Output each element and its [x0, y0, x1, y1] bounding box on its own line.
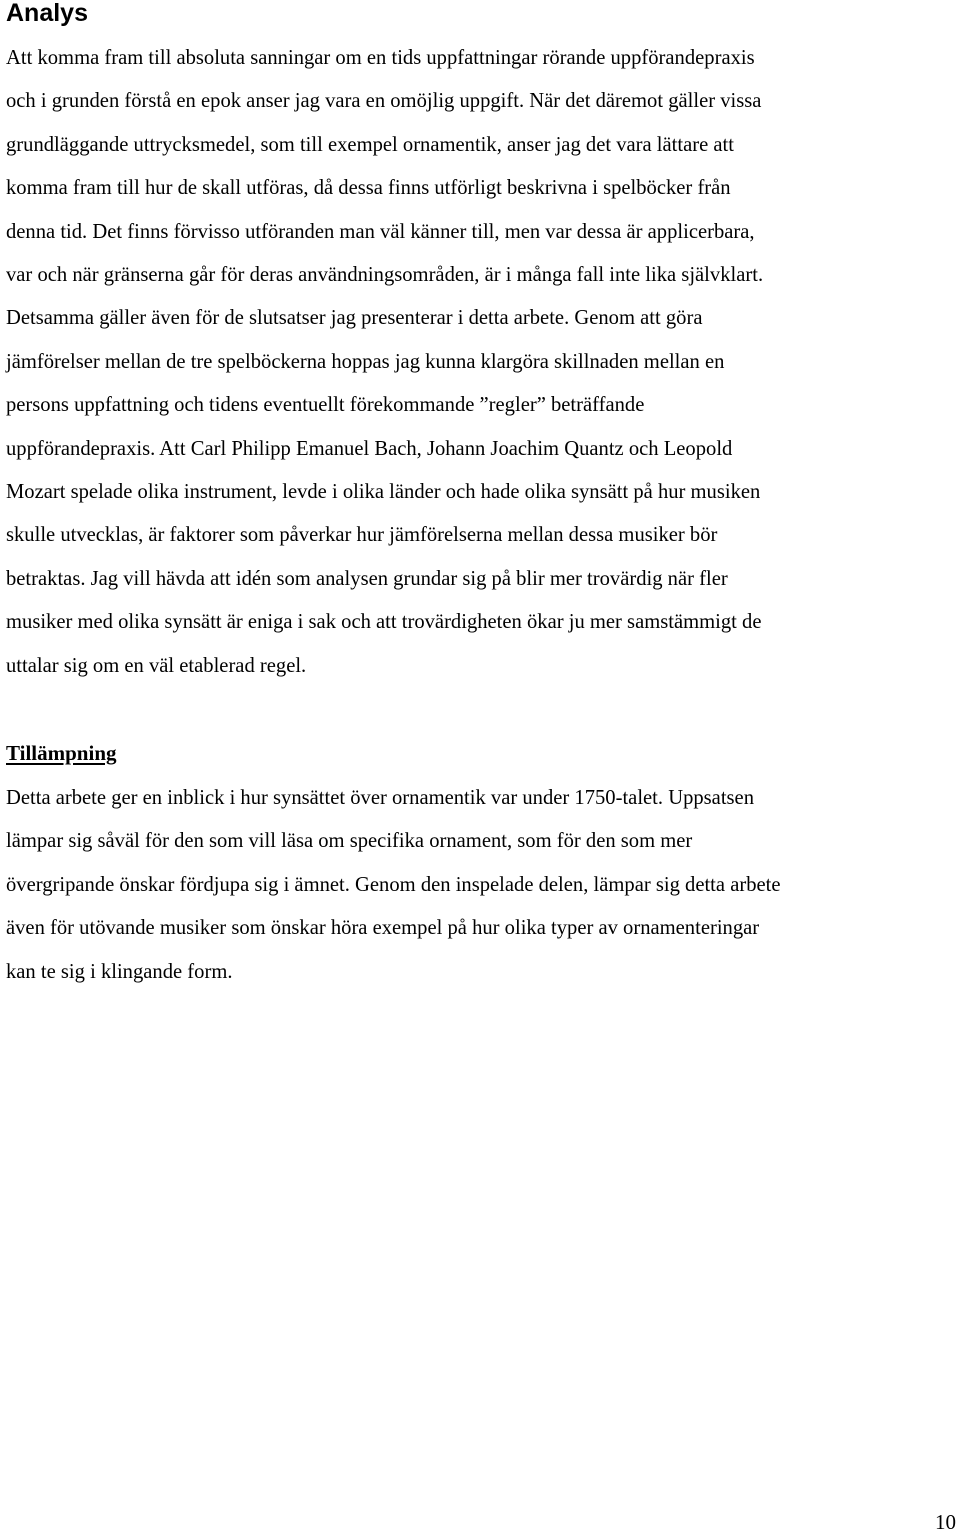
- text-line: Att komma fram till absoluta sanningar om en tids uppfattningar rörande uppförandepraxis: [6, 47, 755, 69]
- text-line: och i grunden förstå en epok anser jag vara en omöjlig uppgift. När det däremot gäller vissa: [6, 90, 762, 113]
- text-line: skulle utvecklas, är faktorer som påverkar hur jämförelserna mellan dessa musiker bör: [6, 524, 718, 547]
- text-line: kan te sig i klingande form.: [6, 960, 233, 983]
- text-line: denna tid. Det finns förvisso utföranden man väl känner till, men var dessa är applicerbara,: [6, 220, 755, 243]
- text-line: jämförelser mellan de tre spelböckerna hoppas jag kunna klargöra skillnaden mellan en: [6, 350, 725, 373]
- text-line: lämpar sig såväl för den som vill läsa om specifika ornament, som för den som mer: [6, 830, 693, 853]
- text-line: Detsamma gäller även för de slutsatser jag presenterar i detta arbete. Genom att göra: [6, 307, 703, 330]
- text-line: grundläggande uttrycksmedel, som till exempel ornamentik, anser jag det vara lättare att: [6, 133, 734, 156]
- section-heading-tillampning: Tillämpning: [6, 741, 117, 765]
- text-line: Detta arbete ger en inblick i hur synsättet över ornamentik var under 1750-talet. Uppsatsen: [6, 787, 754, 809]
- text-line: övergripande önskar fördjupa sig i ämnet. Genom den inspelade delen, lämpar sig detta arbete: [6, 873, 781, 896]
- text-line: musiker med olika synsätt är eniga i sak och att trovärdigheten ökar ju mer samstämmigt de: [6, 611, 762, 634]
- text-line: persons uppfattning och tidens eventuellt förekommande ”regler” beträffande: [6, 394, 645, 417]
- text-line: uppförandepraxis. Att Carl Philipp Emanuel Bach, Johann Joachim Quantz och Leopold: [6, 437, 733, 460]
- text-line: Mozart spelade olika instrument, levde i olika länder och hade olika synsätt på hur musiken: [6, 481, 761, 504]
- page-number: 10: [935, 1510, 956, 1534]
- text-line: uttalar sig om en väl etablerad regel.: [6, 654, 307, 677]
- paragraph-tillampning: [6, 777, 958, 994]
- section-heading-analys: Analys: [6, 0, 88, 27]
- text-line: komma fram till hur de skall utföras, då dessa finns utförligt beskrivna i spelböcker från: [6, 177, 731, 200]
- text-line: även för utövande musiker som önskar höra exempel på hur olika typer av ornamenteringar: [6, 917, 760, 940]
- text-line: var och när gränserna går för deras användningsområden, är i många fall inte lika självklart.: [6, 264, 764, 287]
- text-line: betraktas. Jag vill hävda att idén som analysen grundar sig på blir mer trovärdig när fler: [6, 567, 728, 590]
- paragraph-analys: [6, 37, 958, 688]
